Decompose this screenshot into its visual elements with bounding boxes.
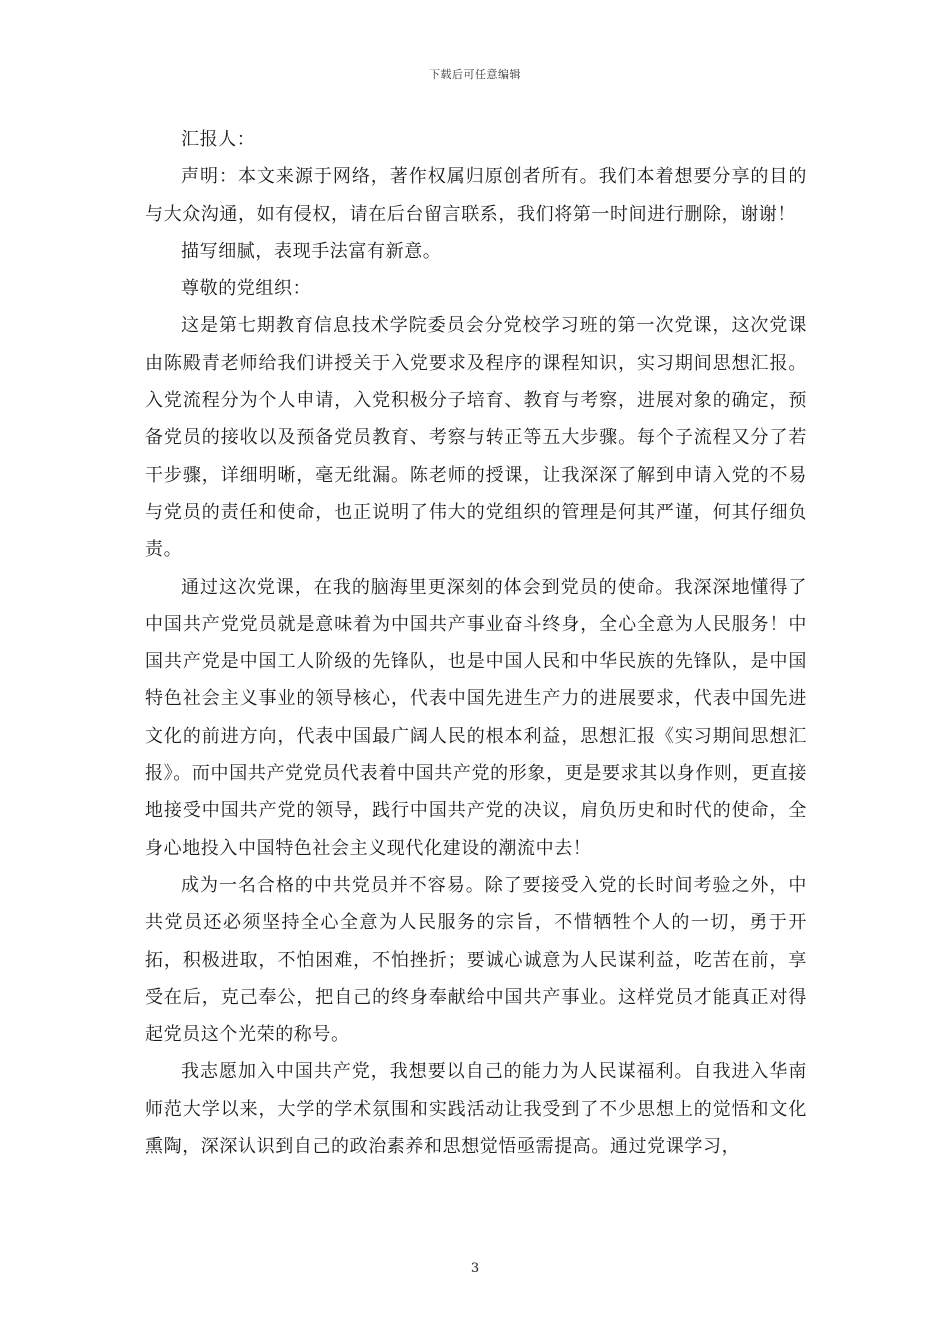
salutation: 尊敬的党组织： bbox=[181, 278, 312, 300]
remark-paragraph: 描写细腻，表现手法富有新意。 bbox=[181, 240, 442, 262]
page-number: 3 bbox=[470, 1261, 480, 1276]
body-paragraph: 通过这次党课，在我的脑海里更深刻的体会到党员的使命。我深深地懂得了中国共产党党员就是意味着为中国共产事业奋斗终身，全心全意为人民服务！中国共产党是中国工人阶级的先锋队，也是中国人民和中华民族的先锋队，是中国特色社会主义事业的领导核心，代表中国先进生产力的进展要求，代表中国先进文化的前进方向，代表中国最广阔人民的根本利益，思想汇报《实习期间思想汇报》。而中国共产党党员代表着中国共产党的形象，更是要求其以身作则，更直接地接受中国共产党的领导，践行中国共产党的决议，肩负历史和时代的使命，全身心地投入中国特色社会主义现代化建设的潮流中去！ bbox=[145, 576, 807, 859]
document-body bbox=[145, 121, 807, 1165]
body-paragraph: 这是第七期教育信息技术学院委员会分党校学习班的第一次党课，这次党课由陈殿青老师给我们讲授关于入党要求及程序的课程知识，实习期间思想汇报。入党流程分为个人申请，入党积极分子培育、教育与考察，进展对象的确定，预备党员的接收以及预备党员教育、考察与转正等五大步骤。每个子流程又分了若干步骤，详细明晰，毫无纰漏。陈老师的授课，让我深深了解到申请入党的不易与党员的责任和使命，也正说明了伟大的党组织的管理是何其严谨，何其仔细负责。 bbox=[145, 315, 807, 561]
disclaimer-paragraph: 声明：本文来源于网络，著作权属归原创者所有。我们本着想要分享的目的与大众沟通，如有侵权，请在后台留言联系，我们将第一时间进行删除，谢谢！ bbox=[145, 166, 807, 225]
reporter-line: 汇报人： bbox=[181, 129, 256, 150]
body-paragraph: 我志愿加入中国共产党，我想要以自己的能力为人民谋福利。自我进入华南师范大学以来，大学的学术氛围和实践活动让我受到了不少思想上的觉悟和文化熏陶，深深认识到自己的政治素养和思想觉悟亟需提高。通过党课学习， bbox=[145, 1061, 807, 1158]
body-paragraph: 成为一名合格的中共党员并不容易。除了要接受入党的长时间考验之外，中共党员还必须坚持全心全意为人民服务的宗旨，不惜牺牲个人的一切，勇于开拓，积极进取，不怕困难，不怕挫折；要诚心诚意为人民谋利益，吃苦在前，享受在后，克己奉公，把自己的终身奉献给中国共产事业。这样党员才能真正对得起党员这个光荣的称号。 bbox=[145, 874, 807, 1046]
header-note: 下载后可任意编辑 bbox=[429, 68, 521, 81]
